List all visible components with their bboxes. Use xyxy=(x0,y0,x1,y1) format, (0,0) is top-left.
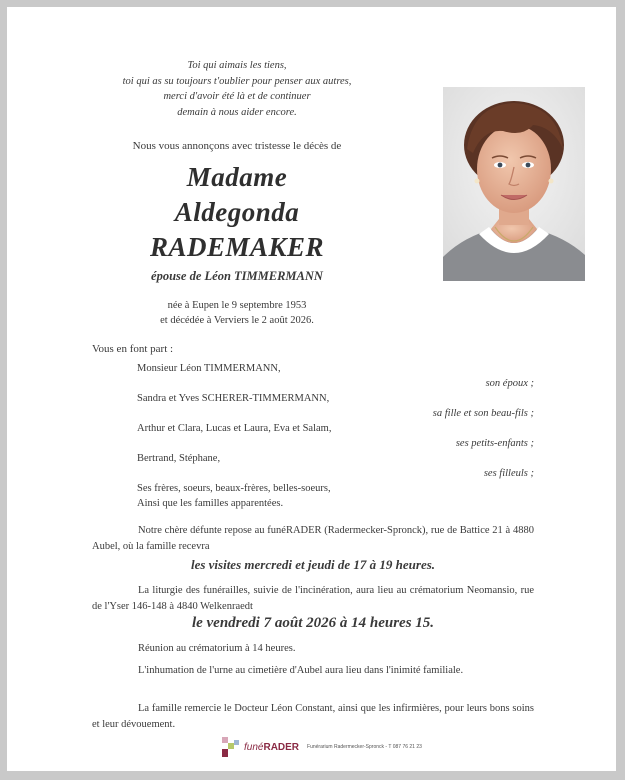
family-extra-line: Ses frères, soeurs, beaux-frères, belles-soeurs, xyxy=(137,483,331,494)
relation-grandchildren: ses petits-enfants ; xyxy=(455,438,534,449)
family-member-grandchildren: Arthur et Clara, Lucas et Laura, Eva et Salam, xyxy=(137,423,332,434)
burial-text: L'inhumation de l'urne au cimetière d'Aubel aura lieu dans l'inimité familiale. xyxy=(138,665,464,676)
family-member-godchildren: Bertrand, Stéphane, xyxy=(137,453,221,464)
birth-line: née à Eupen le 9 septembre 1953 xyxy=(167,300,307,311)
funeral-home-logo xyxy=(222,736,422,758)
deceased-last-name: RADEMAKER xyxy=(149,232,325,262)
intro-text: Nous vous annonçons avec tristesse le décès de xyxy=(132,140,342,152)
visit-highlight: les visites mercredi et jeudi de 17 à 19 heures. xyxy=(190,557,436,572)
brand-name: funéRADER xyxy=(244,741,300,753)
thanks-text: La famille remercie le Docteur Léon Constant, ainsi que les infirmières, pour leurs bons soins et leur dévouement. xyxy=(92,703,534,730)
relation-daughter: sa fille et son beau-fils ; xyxy=(432,408,534,419)
family-member-spouse: Monsieur Léon TIMMERMANN, xyxy=(137,363,281,374)
obituary-card xyxy=(7,7,616,771)
announcement-label: Vous en font part : xyxy=(92,343,174,355)
portrait-photo xyxy=(443,87,585,281)
logo-squares-icon xyxy=(222,737,240,757)
poem-line: merci d'avoir été là et de continuer xyxy=(163,91,311,102)
life-dates xyxy=(87,298,387,328)
poem-line: toi qui as su toujours t'oublier pour penser aux autres, xyxy=(122,75,352,87)
meeting-text: Réunion au crématorium à 14 heures. xyxy=(138,643,296,654)
deceased-first-name: Aldegonda xyxy=(174,197,300,227)
funeral-highlight: le vendredi 7 août 2026 à 14 heures 15. xyxy=(191,615,435,631)
deceased-title: Madame xyxy=(186,162,288,192)
relation-spouse: son époux ; xyxy=(485,378,534,389)
family-extra-line: Ainsi que les familles apparentées. xyxy=(137,498,284,509)
family-member-daughter: Sandra et Yves SCHERER-TIMMERMANN, xyxy=(137,393,330,404)
brand-contact: Funérarium Radermecker-Spronck - T 087 76 21 23 xyxy=(307,744,422,750)
poem-line: Toi qui aimais les tiens, xyxy=(187,60,287,71)
poem-line: demain à nous aider encore. xyxy=(177,106,297,118)
spouse-line: épouse de Léon TIMMERMANN xyxy=(151,269,323,283)
funeral-text: La liturgie des funérailles, suivie de l'incinération, aura lieu au crématorium Neomansio, rue de l'Yser 146-148 à 4840 Welkenraedt xyxy=(92,585,534,612)
visit-text: Notre chère défunte repose au funéRADER (Radermecker-Spronck), rue de Battice 21 à 4880 Aubel, où la famille recevra xyxy=(92,525,534,552)
death-line: et décédée à Verviers le 2 août 2026. xyxy=(160,315,314,326)
relation-godchildren: ses filleuls ; xyxy=(483,468,534,479)
poem xyxy=(87,58,387,120)
